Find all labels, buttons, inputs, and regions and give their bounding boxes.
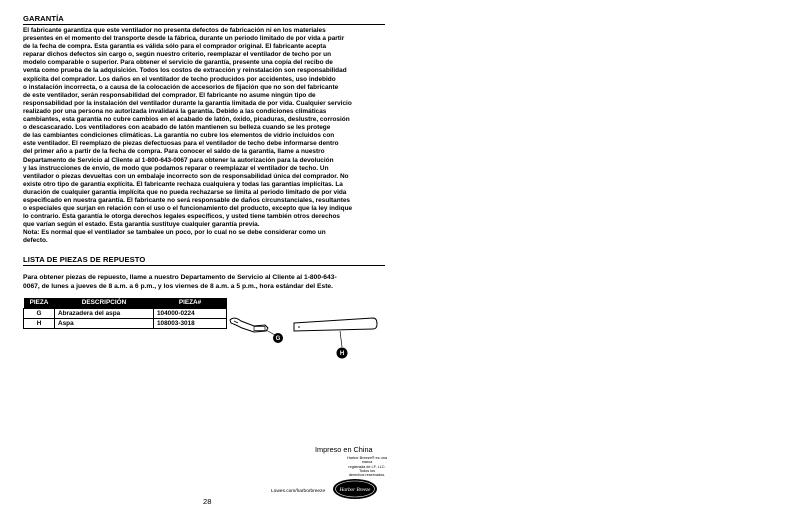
trademark-line: derechos reservados. bbox=[348, 473, 386, 478]
row-piece: H bbox=[24, 318, 55, 328]
table-row bbox=[24, 308, 227, 318]
logo-text: Harbor Breeze bbox=[339, 487, 371, 493]
table-row bbox=[24, 318, 227, 328]
row-number: 108003-3018 bbox=[154, 318, 227, 328]
blade-illustration bbox=[294, 318, 377, 359]
left-column bbox=[23, 14, 385, 329]
parts-intro: Para obtener piezas de repuesto, llame a nuestro Departamento de Servicio al Cliente al 1-800-643- 0067, de lunes a jueves de 8 a.m. a 6 p.m., y los viernes de 8 a.m. a 5 p.m., hora estándar del Este. bbox=[23, 273, 337, 291]
parts-illustration bbox=[228, 312, 378, 364]
parts-table bbox=[23, 298, 227, 329]
header-description: DESCRIPCIÓN bbox=[55, 298, 154, 309]
header-piece: PIEZA bbox=[24, 298, 55, 309]
trademark-line: registrada de LF, LLC. Todos los bbox=[348, 464, 386, 473]
trademark-line: Harbor Breeze® es una marca bbox=[347, 456, 387, 465]
parts-table-header bbox=[24, 298, 227, 309]
label-g: G bbox=[275, 336, 281, 342]
row-number: 104000-0224 bbox=[154, 308, 227, 318]
page-number: 28 bbox=[203, 497, 212, 506]
harbor-breeze-logo bbox=[332, 478, 378, 500]
row-description: Abrazadera del aspa bbox=[55, 308, 154, 318]
row-description: Aspa bbox=[55, 318, 154, 328]
row-piece: G bbox=[24, 308, 55, 318]
printed-in-label: Impreso en China bbox=[315, 445, 373, 454]
blade-bracket-illustration bbox=[230, 318, 283, 343]
warranty-title: GARANTÍA bbox=[23, 14, 385, 25]
header-number: PIEZA# bbox=[154, 298, 227, 309]
website-link: Lowes.com/harborbreeze bbox=[271, 489, 326, 494]
parts-title: LISTA DE PIEZAS DE REPUESTO bbox=[23, 255, 385, 266]
trademark-notice bbox=[344, 456, 390, 477]
label-h: H bbox=[339, 351, 345, 357]
warranty-body: El fabricante garantiza que este ventilador no presenta defectos de fabricación ni en los materiales presentes en el momento del transporte desde la fábrica, durante un periodo limitado de por vida a partir de la fecha de compra. Esta garantía es válida sólo para el comprador original. El fabricante acepta reparar dichos defectos sin cargo o, según nuestro criterio, reemplazar el ventilador de techo por un modelo comparable o superior. Para obtener el servicio de garantía, presente una copia del recibo de venta como prueba de la adquisición. Todos los costos de extracción y reinstalación son responsabilidad explícita del comprador. Los daños en el ventilador de techo producidos por accidentes, uso indebido o instalación incorrecta, o a causa de la colocación de accesorios de fijación que no son del fabricante de este ventilador, serán responsabilidad del comprador. El fabricante no asume ningún tipo de responsabilidad por la instalación del ventilador durante la garantía limitada de por vida. Cualquier servicio realizado por una persona no autorizada invalidará la garantía. Debido a las condiciones climáticas cambiantes, esta garantía no cubre cambios en el acabado de latón, óxido, picaduras, deslustre, corrosión o descascarado. Los ventiladores con acabado de latón mantienen su belleza cuando se les protege de las cambiantes condiciones climáticas. La garantía no cubre los elementos de vidrio incluidos con este ventilador. El reemplazo de piezas defectuosas para el ventilador de techo debe informarse dentro del primer año a partir de la fecha de compra. Para conocer el saldo de la garantía, llame a nuestro Departamento de Servicio al Cliente al 1-800-643-0067 para obtener la autorización para la devolución y las instrucciones de envío, de modo que podamos reparar o reemplazar el ventilador de techo. Un ventilador o piezas devueltas con un embalaje incorrecto son de responsabilidad única del comprador. No existe otro tipo de garantía explícita. El fabricante rechaza cualquiera y todas las garantías implícitas. La duración de cualquier garantía implícita que no pueda rechazarse se limita al periodo limitado de por vida especificado en nuestra garantía. El fabricante no será responsable de daños circunstanciales, resultantes o especiales que surjan en relación con el uso o el funcionamiento del producto, excepto que la ley indique lo contrario. Esta garantía le otorga derechos legales específicos, y usted tiene también otros derechos que varían según el estado. Esta garantía sustituye cualquier garantía previa. Nota: Es normal que el ventilador se tambalee un poco, por lo cual no se debe considerar como un defecto. bbox=[23, 27, 353, 245]
